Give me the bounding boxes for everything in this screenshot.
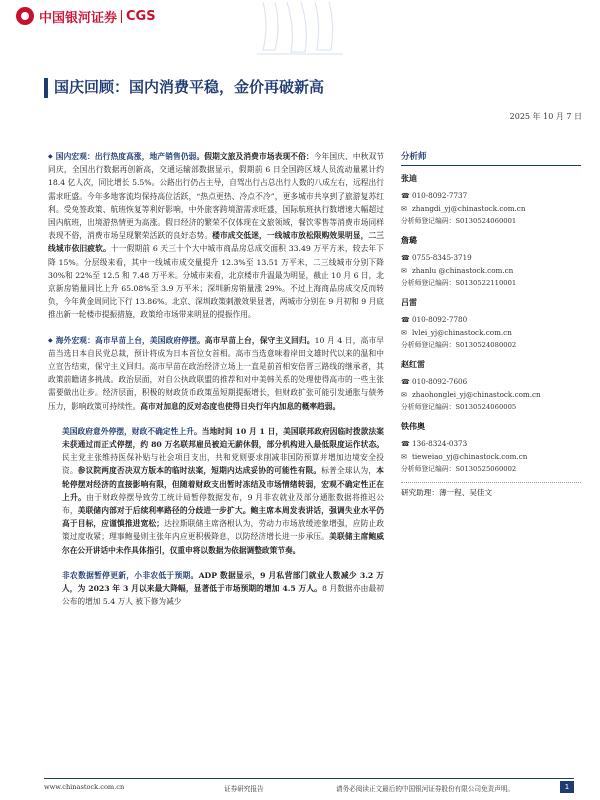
section-us-shutdown (62, 425, 384, 557)
report-body (48, 150, 384, 621)
email-text[interactable]: zhaohonglei_yj@chinastock.com.cn (412, 390, 541, 399)
footer-disclaimer: 请务必阅读正文最后的中国银河证券股份有限公司免责声明。 (336, 785, 515, 793)
bold-text: 本轮停摆对经济的直接影响有限，但随着财政支出暂时冻结及市场情绪转弱，宏观不确定性正在上升。 (62, 466, 384, 502)
footer-report-type: 证券研究报告 (224, 785, 264, 793)
phone-icon: ☎ (401, 192, 410, 200)
analyst-email[interactable] (401, 326, 581, 339)
phone-icon: ☎ (401, 254, 410, 262)
analyst-cert: 分析师登记编码：S0130522110001 (401, 279, 517, 287)
bold-text: ADP 数据显示，9 月私营部门就业人数减少 3.2 万人，为 2023 年 3 月以来最大降幅，显著低于市场预期的增加 4.5 万人。 (62, 570, 384, 594)
bullet-icon: ◆ (48, 336, 53, 344)
tail-bold-text: 高市对加息的反对态度也使得日央行年内加息的概率趋弱。 (140, 401, 341, 411)
section-domestic-macro (48, 150, 384, 322)
phone-icon: ☎ (401, 378, 410, 386)
analyst-card (401, 235, 581, 290)
logo-en-text: CGS (126, 8, 156, 24)
bullet-icon: ◆ (48, 153, 53, 160)
phone-text: 136-8324-0373 (412, 439, 468, 448)
paragraph-text: 由于财政停摆导致劳工统计局暂停数据发布，9 月非农就业及部分通胀数据将推迟公布， (62, 492, 384, 516)
logo-cn-text: 中国银河证券 (39, 10, 118, 26)
phone-text: 010-8092-7737 (412, 191, 468, 200)
title-accent-bar (44, 78, 48, 98)
analyst-cert: 分析师登记编码：S0130524080002 (401, 341, 517, 349)
paragraph-text: 今年国庆、中秋双节同庆，全国出行数据再创新高，交通运输部数据显示，假期前 6 日全国跨区域人员流动量累计约 18.4 亿人次，同比增长 5.5%。公路出行仍占主导，自驾出行占总出行人数的八成左右，远程出行需求旺盛。今年多地客流均保持高位活跃，“热点更热、冷点不冷”，更多城市共享到了旅游复苏红利。受免签政策、航班恢复等利好影响，中外旅客跨境游需求旺盛，国际航班执行数增速大幅超过国内航班，出境游热情更为高涨。假日经济的繁荣不仅体现在文旅领域，餐饮零售等消费市场同样表现不俗，消费市场呈现繁荣活跃的良好态势。 (48, 152, 384, 241)
analyst-email[interactable] (401, 450, 581, 463)
report-title: 国庆回顾：国内消费平稳，金价再破新高 (54, 78, 325, 96)
email-icon: ✉ (401, 391, 407, 399)
page-footer (44, 778, 574, 795)
lead-bold-text: 假期文旅及消费市场表现不俗： (204, 152, 314, 161)
analyst-email[interactable] (401, 202, 581, 215)
analyst-email[interactable] (401, 388, 581, 401)
mid-bold-text: 楼市成交低迷，一线城市放松限购效果明显，二三线城市依旧疲软。 (48, 231, 384, 254)
paragraph-text: 8 月数据亦由最初公布的增加 5.4 万人 被下修为减少 (62, 584, 384, 607)
analyst-phone (401, 189, 581, 202)
analyst-phone (401, 437, 581, 450)
paragraph-text: 民主党主张维持医保补贴与社会项目支出，共和党则要求削减非国防预算并增加边境安全投资。 (62, 453, 384, 476)
analyst-card (401, 173, 581, 228)
analyst-name: 赵红雷 (401, 359, 425, 369)
analyst-cert: 分析师登记编码：S0130525060002 (401, 465, 517, 473)
analyst-name: 吕雷 (401, 297, 417, 307)
logo-divider (121, 10, 122, 23)
bold-text: 美联储主席鲍威尔在公开讲话中未作具体指引，仅重申将以数据为依据调整政策节奏。 (62, 532, 384, 555)
analyst-name: 詹璐 (401, 235, 417, 245)
logo-mark-icon (16, 7, 34, 25)
bold-text: 当地时间 10 月 1 日，美国联邦政府因临时拨款法案未获通过而正式停摆，约 80 万名联邦雇员被迫无薪休假，部分机构进入最低限度运作状态。 (62, 426, 384, 450)
sidebar-title: 分析师 (401, 150, 581, 166)
lead-bold-text: 高市早苗上台，保守主义回归。 (204, 335, 315, 345)
analyst-name: 铁伟奥 (401, 421, 425, 431)
phone-icon: ☎ (401, 316, 410, 324)
analyst-cert: 分析师登记编码：S0130524060005 (401, 403, 517, 411)
analyst-name: 张迪 (401, 173, 417, 183)
section-heading: 美国政府意外停摆，财政不确定性上升。 (62, 426, 202, 436)
analyst-phone (401, 313, 581, 326)
report-date: 2025 年 10 月 7 日 (509, 112, 582, 121)
page-header (0, 0, 600, 62)
phone-text: 010-8092-7606 (412, 377, 468, 386)
footer-website-link[interactable]: www.chinastock.com.cn (44, 783, 125, 791)
section-heading: 非农数据暂停更新，小非农低于预期。 (62, 570, 199, 580)
analyst-phone (401, 251, 581, 264)
phone-text: 0755-8345-3719 (412, 253, 472, 262)
section-nonfarm (62, 569, 384, 609)
bold-text: 美联储内部对于后续利率路径的分歧进一步扩大。 (77, 506, 251, 516)
phone-text: 010-8092-7780 (412, 315, 468, 324)
bold-text: 参议院两度否决双方版本的临时法案，短期内达成妥协的可能性有限。 (77, 466, 322, 476)
email-text[interactable]: zhanlu @chinastock.com.cn (412, 266, 514, 275)
paragraph-text: 达拉斯联储主席洛根认为，劳动力市场放缓迹象增强，应防止政策过度收紧；理事鲍曼则主张年内应更积极降息，以防经济增长进一步承压。 (62, 519, 384, 542)
paragraph-text: 10 月 4 日，高市早苗当选日本自民党总裁，预计将成为日本首位女首相。高市当选意味着岸田文雄时代以来的温和中立宣告结束，保守主义回归。高市早苗在政治经济立场上一直是前首相安倍晋三路线的继承者，其政策前瞻诸多挑战。政治层面，对自公执政联盟的推荐和对中美韩关系的处理使得高市的一些主张需要做出让步。经济层面，积极的财政货币政策虽短期提振增长，但财政扩张可能引发通胀与债务压力，影响政策可持续性。 (48, 335, 384, 411)
header-watermark-graphic (255, 0, 345, 58)
section-heading: 国内宏观：出行热度高涨，地产销售仍弱。 (55, 152, 205, 161)
paragraph-text: 十一假期前 6 天三十个大中城市商品房总成交面积 33.49 万平方米，较去年下降 15%。分层级来看，其中一线城市成交量提升 12.3%至 13.51 万平米，二三线城市分别下降 30%和 22%至 12.5 和 7.48 万平米。分城市来看，北京楼市升温最为明显，截止 10 月 6 日，北京新房销量同比上升 65.08%至 3.9 万平米；深圳新房销量涨 29%。不过上海商品房成交反而转负，今年黄金周同比下行 13.86%。北京、深圳政策刺激效果显著，两城市分别在 9 月初和 9 月底推出新一轮楼市提振措施，政策给市场带来明显的提振作用。 (48, 244, 384, 320)
analyst-email[interactable] (401, 264, 581, 277)
email-icon: ✉ (401, 267, 407, 275)
analyst-card (401, 359, 581, 414)
section-heading: 海外宏观：高市早苗上台，美国政府停摆。 (55, 335, 205, 345)
email-icon: ✉ (401, 205, 407, 213)
bold-text: 鲍主席本周发表讲话，强调失业水平仍高于目标，应谨慎推进宽松； (62, 506, 384, 529)
analyst-card (401, 297, 581, 352)
research-assistants: 研究助理：薄一程、吴佳文 (401, 482, 581, 498)
email-text[interactable]: lvlei_yj@chinastock.com.cn (412, 328, 512, 337)
phone-icon: ☎ (401, 440, 410, 448)
email-icon: ✉ (401, 329, 407, 337)
analyst-phone (401, 375, 581, 388)
email-text[interactable]: zhangdi_yj@chinastock.com.cn (412, 204, 526, 213)
analyst-cert: 分析师登记编码：S0130524060001 (401, 217, 517, 225)
analyst-sidebar (401, 150, 581, 498)
section-overseas-macro (48, 334, 384, 413)
email-text[interactable]: tieweiao_yj@chinastock.com.cn (412, 452, 528, 461)
company-logo (16, 6, 156, 26)
page-number: 1 (560, 781, 574, 793)
email-icon: ✉ (401, 453, 407, 461)
paragraph-text: 标普全球认为， (321, 466, 377, 476)
analyst-card (401, 421, 581, 476)
